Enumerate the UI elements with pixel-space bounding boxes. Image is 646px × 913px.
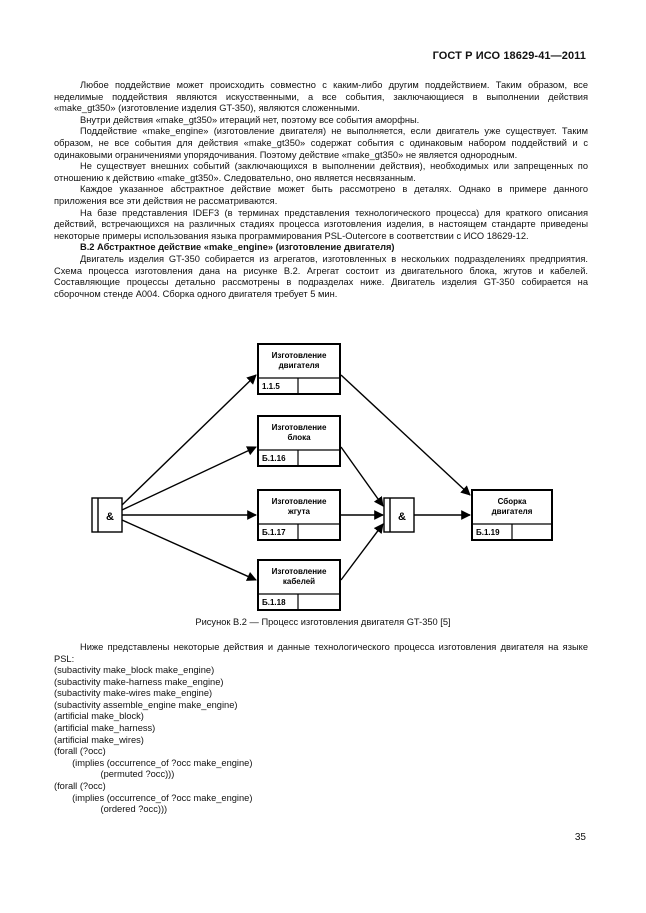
junction-left [92,498,122,532]
paragraph: Не существует внешних событий (заключающихся в выполнении действия), необходимых или запрещенных по отношению к действию «make_gt350». Следовательно, оно является несвязанным. [54,161,588,183]
process-diagram [86,340,566,616]
page-header: ГОСТ Р ИСО 18629-41—2011 [432,50,586,62]
code-line: (subactivity assemble_engine make_engine) [54,699,238,710]
paragraph: Каждое указанное абстрактное действие может быть рассмотрено в деталях. Однако в примере данного приложения все эти действия не рассматриваются. [54,184,588,206]
code-line: (artificial make_harness) [54,722,156,733]
body-text [54,80,588,300]
box-title: жгута [288,507,310,516]
box-title: блока [287,433,311,442]
paragraph: Поддействие «make_engine» (изготовление двигателя) не выполняется, если двигатель уже существует. Таким образом, не все события для действия «make_gt350» содержат события с одинаковым набором поддействий и с одинаковыми ограничениями упорядочивания. Поэтому действие «make_gt350» не является однородным. [54,126,588,160]
box-number: Б.1.17 [262,528,286,537]
code-line: (subactivity make-harness make_engine) [54,676,224,687]
box-title: Изготовление [271,423,327,432]
paragraph: На базе представления IDEF3 (в терминах представления технологического процесса) для краткого описания действий, встречающихся на различных стадиях процесса изготовления изделия, в настоящем стандарте приведены некоторые примеры использования языка программирования PSL-Outercore в соответствии с ИСО 18629-12. [54,207,588,241]
page-number: 35 [574,832,586,843]
section-heading: В.2 Абстрактное действие «make_engine» (изготовление двигателя) [80,242,395,253]
process-box-harness [258,490,340,540]
code-line: (permuted ?occ))) [54,769,175,780]
arrow [341,524,383,580]
arrow [122,447,256,510]
junction-label: & [106,511,114,523]
box-number: 1.1.5 [262,382,280,391]
code-line: (ordered ?occ))) [54,804,168,815]
code-line: (artificial make_wires) [54,734,144,745]
code-line: (forall (?occ) [54,780,106,791]
code-block [54,665,588,816]
code-line: (implies (occurrence_of ?occ make_engine) [54,757,253,768]
box-title: двигателя [278,361,320,370]
flow-arrows [122,375,470,580]
paragraph: Ниже представлены некоторые действия и данные технологического процесса изготовления двигателя на языке PSL: [54,642,588,664]
process-box-cables [258,560,340,610]
paragraph: Двигатель изделия GT-350 собирается из агрегатов, изготовленных в нескольких подразделениях предприятия. Схема процесса изготовления дана на рисунке В.2. Агрегат состоит из двигательного блока, жгутов и кабелей. Составляющие процессы детально рассмотрены в подразделах ниже. Двигатель изделия GT-350 собирается на сборочном стенде А004. Сборка одного двигателя требует 5 мин. [54,253,588,299]
junction-label: & [398,511,406,523]
code-line: (artificial make_block) [54,711,144,722]
box-title: Сборка [497,497,527,506]
paragraph: Любое поддействие может происходить совместно с каким-либо другим поддействием. Таким образом, все неделимые поддействия являются искусственными, а все события, заключающиеся в выполнении действия «make_gt350» (изготовление изделия GT-350), являются сложенными. [54,80,588,114]
box-title: Изготовление [271,567,327,576]
code-line: (subactivity make-wires make_engine) [54,688,213,699]
box-title: кабелей [282,577,316,586]
code-line: (forall (?occ) [54,746,106,757]
box-number: Б.1.19 [476,528,500,537]
box-title: Изготовление [271,497,327,506]
figure-caption: Рисунок В.2 — Процесс изготовления двигателя GT-350 [5] [195,617,451,627]
arrow [122,375,256,505]
code-line: (implies (occurrence_of ?occ make_engine) [54,792,253,803]
process-box-engine [258,344,340,394]
process-box-assembly [472,490,552,540]
arrow [341,375,470,495]
junction-right [384,498,414,532]
box-title: Изготовление [271,351,327,360]
paragraph: Внутри действия «make_gt350» итераций нет, поэтому все события аморфны. [80,114,420,125]
code-line: (subactivity make_block make_engine) [54,665,215,675]
code-intro [54,642,588,665]
box-number: Б.1.16 [262,454,286,463]
box-title: двигателя [491,507,533,516]
process-box-block [258,416,340,466]
box-number: Б.1.18 [262,598,286,607]
arrow [341,447,383,506]
arrow [122,520,256,580]
